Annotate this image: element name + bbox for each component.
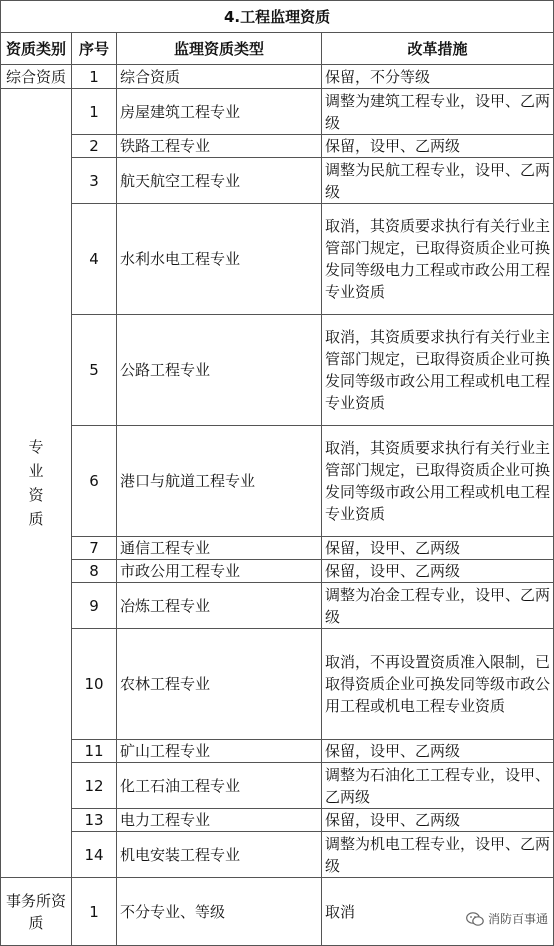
measure-cell: 取消，其资质要求执行有关行业主管部门规定，已取得资质企业可换发同等级市政公用工程或机电工程专业资质 [322,426,554,537]
measure-cell: 保留，设甲、乙两级 [322,537,554,560]
measure-cell: 保留，设甲、乙两级 [322,135,554,158]
header-measure: 改革措施 [322,33,554,65]
measure-cell: 保留，设甲、乙两级 [322,740,554,763]
type-cell: 化工石油工程专业 [117,763,322,809]
wechat-icon [466,912,484,926]
seq-cell: 1 [72,89,117,135]
table-row [1,315,554,426]
table-row [1,158,554,204]
measure-cell: 保留，设甲、乙两级 [322,560,554,583]
type-cell: 农林工程专业 [117,629,322,740]
measure-cell: 调整为建筑工程专业，设甲、乙两级 [322,89,554,135]
type-cell: 公路工程专业 [117,315,322,426]
measure-cell: 取消 [322,878,554,946]
table-row [1,583,554,629]
seq-cell: 13 [72,809,117,832]
seq-cell: 12 [72,763,117,809]
type-cell: 市政公用工程专业 [117,560,322,583]
table-row [1,537,554,560]
measure-cell: 保留，不分等级 [322,65,554,89]
seq-cell: 4 [72,204,117,315]
seq-cell: 3 [72,158,117,204]
seq-cell: 11 [72,740,117,763]
measure-cell: 保留，设甲、乙两级 [322,809,554,832]
watermark [464,910,550,927]
seq-cell: 1 [72,878,117,946]
type-cell: 矿山工程专业 [117,740,322,763]
type-cell: 冶炼工程专业 [117,583,322,629]
measure-cell: 取消，不再设置资质准入限制，已取得资质企业可换发同等级市政公用工程或机电工程专业资质 [322,629,554,740]
table-row [1,629,554,740]
seq-cell: 2 [72,135,117,158]
type-cell: 机电安装工程专业 [117,832,322,878]
seq-cell: 5 [72,315,117,426]
header-seq: 序号 [72,33,117,65]
header-type: 监理资质类型 [117,33,322,65]
type-cell: 港口与航道工程专业 [117,426,322,537]
table-row [1,560,554,583]
type-cell: 铁路工程专业 [117,135,322,158]
measure-cell: 取消，其资质要求执行有关行业主管部门规定，已取得资质企业可换发同等级市政公用工程或机电工程专业资质 [322,315,554,426]
header-category: 资质类别 [1,33,72,65]
category-cell: 综合资质 [1,65,72,89]
type-cell: 房屋建筑工程专业 [117,89,322,135]
type-cell: 航天航空工程专业 [117,158,322,204]
title-row [1,1,554,33]
header-row [1,33,554,65]
type-cell: 不分专业、等级 [117,878,322,946]
type-cell: 综合资质 [117,65,322,89]
type-cell: 电力工程专业 [117,809,322,832]
measure-cell: 调整为石油化工工程专业，设甲、乙两级 [322,763,554,809]
seq-cell: 8 [72,560,117,583]
seq-cell: 14 [72,832,117,878]
type-cell: 通信工程专业 [117,537,322,560]
seq-cell: 6 [72,426,117,537]
table-row [1,65,554,89]
seq-cell: 1 [72,65,117,89]
measure-cell: 取消，其资质要求执行有关行业主管部门规定，已取得资质企业可换发同等级电力工程或市政公用工程专业资质 [322,204,554,315]
table-row [1,204,554,315]
category-cell: 事务所资质 [1,878,72,946]
table-row [1,740,554,763]
table-row [1,763,554,809]
table-row [1,809,554,832]
table-title: 4.工程监理资质 [1,1,554,33]
seq-cell: 7 [72,537,117,560]
seq-cell: 9 [72,583,117,629]
type-cell: 水利水电工程专业 [117,204,322,315]
table-row [1,89,554,135]
category-cell [1,89,72,878]
watermark-text: 消防百事通 [488,910,548,927]
measure-cell: 调整为民航工程专业，设甲、乙两级 [322,158,554,204]
table-row [1,832,554,878]
table-row [1,135,554,158]
measure-cell: 调整为机电工程专业，设甲、乙两级 [322,832,554,878]
measure-cell: 调整为冶金工程专业，设甲、乙两级 [322,583,554,629]
seq-cell: 10 [72,629,117,740]
category-label-vertical: 专业资质 [28,435,45,531]
table-row [1,426,554,537]
